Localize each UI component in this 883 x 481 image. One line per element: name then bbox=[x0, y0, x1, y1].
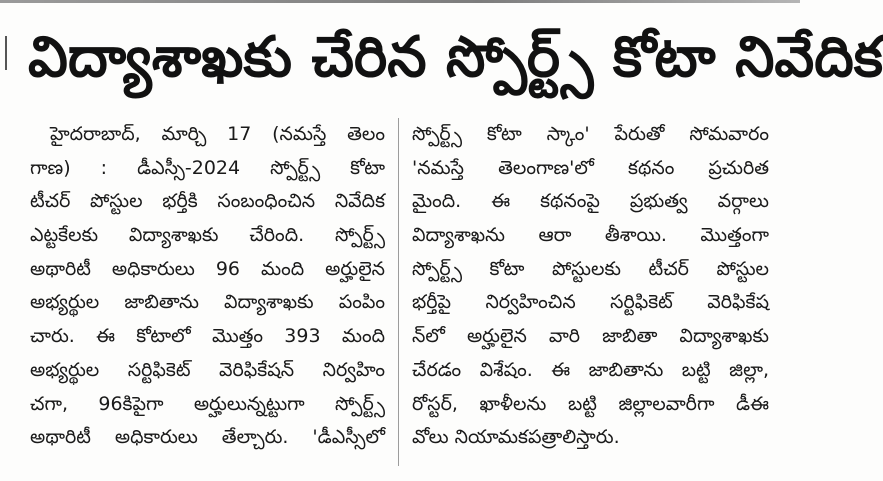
article-line: గాణ) : డీఎస్సీ-2024 స్పోర్ట్స్ కోటా bbox=[30, 156, 385, 179]
article-line: అభ్యర్థుల జాబితాను విద్యాశాఖకు పంపిం bbox=[30, 291, 385, 314]
article-line: విద్యాశాఖను ఆరా తీశాయి. మొత్తంగా bbox=[412, 224, 769, 247]
column-divider bbox=[398, 118, 399, 466]
article-column-left bbox=[30, 118, 385, 455]
article-line: స్పోర్ట్స్ కోటా స్కాం' పేరుతో సోమవారం bbox=[412, 123, 769, 145]
article-line: చగా, 96కిపైగా అర్హులున్నట్టుగా స్పోర్ట్స్ bbox=[30, 392, 385, 415]
article-line: చేరడం విశేషం. ఈ జాబితాను బట్టి జిల్లా, bbox=[412, 358, 769, 381]
article-line: చారు. ఈ కోటాలో మొత్తం 393 మంది bbox=[30, 325, 385, 348]
article-line: మైంది. ఈ కథనంపై ప్రభుత్వ వర్గాలు bbox=[412, 190, 769, 213]
article-line: 'నమస్తే తెలంగాణ'లో కథనం ప్రచురిత bbox=[412, 156, 769, 179]
article-line: హైదరాబాద్, మార్చి 17 (నమస్తే తెలం bbox=[50, 123, 385, 145]
article-column-right bbox=[412, 118, 769, 455]
article-line: భర్తీపై నిర్వహించిన సర్టిఫికెట్ వెరిఫికేష bbox=[412, 291, 769, 314]
article-line: రోస్టర్, ఖాళీలను బట్టి జిల్లాలవారీగా డీఈ bbox=[412, 392, 769, 415]
article-line: వోలు నియామకపత్రాలిస్తారు. bbox=[412, 426, 620, 449]
article-line: అథారిటీ అధికారులు 96 మంది అర్హులైన bbox=[30, 257, 385, 280]
article-line: ఎట్టకేలకు విద్యాశాఖకు చేరింది. స్పోర్ట్స్ bbox=[30, 224, 385, 247]
headline: విద్యాశాఖకు చేరిన స్పోర్ట్స్ కోటా నివేదిక bbox=[28, 25, 883, 90]
top-rule bbox=[0, 0, 800, 3]
article-line: అభ్యర్థుల సర్టిఫికెట్ వెరిఫికేషన్ నిర్వహిం bbox=[30, 358, 385, 381]
article-line: అథారిటీ అధికారులు తేల్చారు. 'డీఎస్సీలో bbox=[30, 426, 385, 449]
article-line: న్‌లో అర్హులైన వారి జాబితా విద్యాశాఖకు bbox=[412, 325, 769, 348]
article-line: స్పోర్ట్స్ కోటా పోస్టులకు టీచర్ పోస్టుల bbox=[412, 257, 769, 280]
clipping-edge-mark bbox=[5, 36, 7, 70]
article-line: టీచర్ పోస్టుల భర్తీకి సంబంధించిన నివేదిక bbox=[30, 190, 385, 213]
